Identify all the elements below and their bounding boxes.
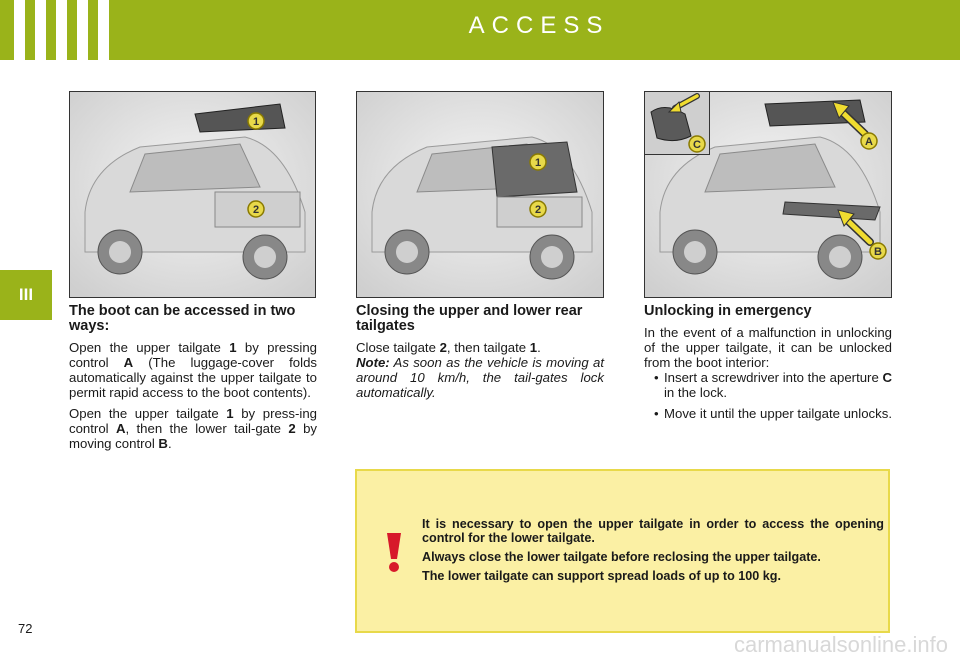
callout-2 <box>530 201 546 217</box>
photo-tailgate-upper-open <box>69 91 316 298</box>
page-title: ACCESS <box>468 12 610 39</box>
text-run: 2 <box>439 340 447 355</box>
warning-exclamation-icon <box>379 531 409 573</box>
text-run: . <box>537 340 541 355</box>
callout-b <box>870 243 886 259</box>
text-run: (The luggage-cover folds automatically against the upper tailgate to permit rapid access to the boot contents). <box>69 355 317 400</box>
text-run: Close tailgate <box>356 340 440 355</box>
chapter-tab <box>0 270 52 320</box>
text-run: 1 <box>226 406 234 421</box>
callout-b-label: B <box>874 246 882 258</box>
callout-2-label: 2 <box>534 204 542 216</box>
callout-1-label: 1 <box>534 157 542 169</box>
callout-2-label: 2 <box>252 204 260 216</box>
section-access-ways <box>69 304 317 457</box>
photo-inset-lock-aperture <box>644 91 710 155</box>
text-run: A <box>115 421 126 436</box>
note-label: Note: <box>356 355 390 370</box>
paragraph <box>69 406 317 451</box>
paragraph: In the event of a malfunction in unlocking of the upper tailgate, it can be unlocked from the boot interior: <box>644 325 892 370</box>
text-run: 1 <box>229 340 237 355</box>
text-run: 2 <box>288 421 296 436</box>
callout-2 <box>248 201 264 217</box>
text-run: in the lock. <box>664 385 728 400</box>
header-band <box>0 0 960 60</box>
photo-tailgates-closed <box>356 91 604 298</box>
section-emergency-unlocking <box>644 304 892 427</box>
paragraph <box>69 340 317 400</box>
callout-a <box>861 133 877 149</box>
warning-box <box>355 469 890 633</box>
callout-1 <box>530 154 546 170</box>
text-run: , then the lower tail-gate <box>125 421 289 436</box>
text-run: B <box>158 436 168 451</box>
header-stripe <box>56 0 67 60</box>
warning-paragraph: The lower tailgate can support spread loads of up to 100 kg. <box>422 569 781 583</box>
note <box>356 355 604 400</box>
header-stripe <box>77 0 88 60</box>
text-run: 1 <box>529 340 538 355</box>
watermark: carmanualsonline.info <box>733 632 948 657</box>
page-number: 72 <box>18 621 33 636</box>
text-run: Open the upper tailgate <box>69 340 230 355</box>
text-run: C <box>882 370 892 385</box>
text-run: Move it until the upper tailgate unlocks. <box>664 406 892 421</box>
header-stripe <box>35 0 46 60</box>
text-run: , then tailgate <box>446 340 530 355</box>
header-stripe <box>98 0 109 60</box>
warning-paragraph: It is necessary to open the upper tailgate in order to access the opening control for the lower tailgate. <box>422 517 884 545</box>
callout-1-label: 1 <box>252 116 260 128</box>
text-run: . <box>167 436 172 451</box>
chapter-tab-label: III <box>18 285 34 304</box>
text-run: by moving control <box>69 421 318 451</box>
warning-paragraph: Always close the lower tailgate before reclosing the upper tailgate. <box>422 550 821 564</box>
bullet-list <box>644 370 892 421</box>
callout-c <box>689 136 705 152</box>
paragraph <box>356 340 604 355</box>
section-heading: The boot can be accessed in two ways: <box>69 303 296 334</box>
text-run: Insert a screwdriver into the aperture <box>664 370 883 385</box>
callout-1 <box>248 113 264 129</box>
callout-c-label: C <box>693 139 701 151</box>
note-text: As soon as the vehicle is moving at around 10 km/h, the tail-gates lock automatically. <box>356 355 604 400</box>
warning-text <box>422 517 884 588</box>
text-run: Open the upper tailgate <box>69 406 227 421</box>
header-stripe <box>14 0 25 60</box>
section-heading: Unlocking in emergency <box>644 303 812 319</box>
list-item: • Insert a screwdriver into the aperture C in the lock. <box>654 370 892 400</box>
section-closing-tailgates <box>356 304 604 406</box>
list-item: • Move it until the upper tailgate unlocks. <box>654 406 892 421</box>
callout-a-label: A <box>865 136 873 148</box>
section-heading: Closing the upper and lower rear tailgates <box>356 303 583 334</box>
text-run: by press-ing control <box>69 406 317 436</box>
text-run: by pressing control <box>69 340 317 370</box>
text-run: A <box>123 355 134 370</box>
